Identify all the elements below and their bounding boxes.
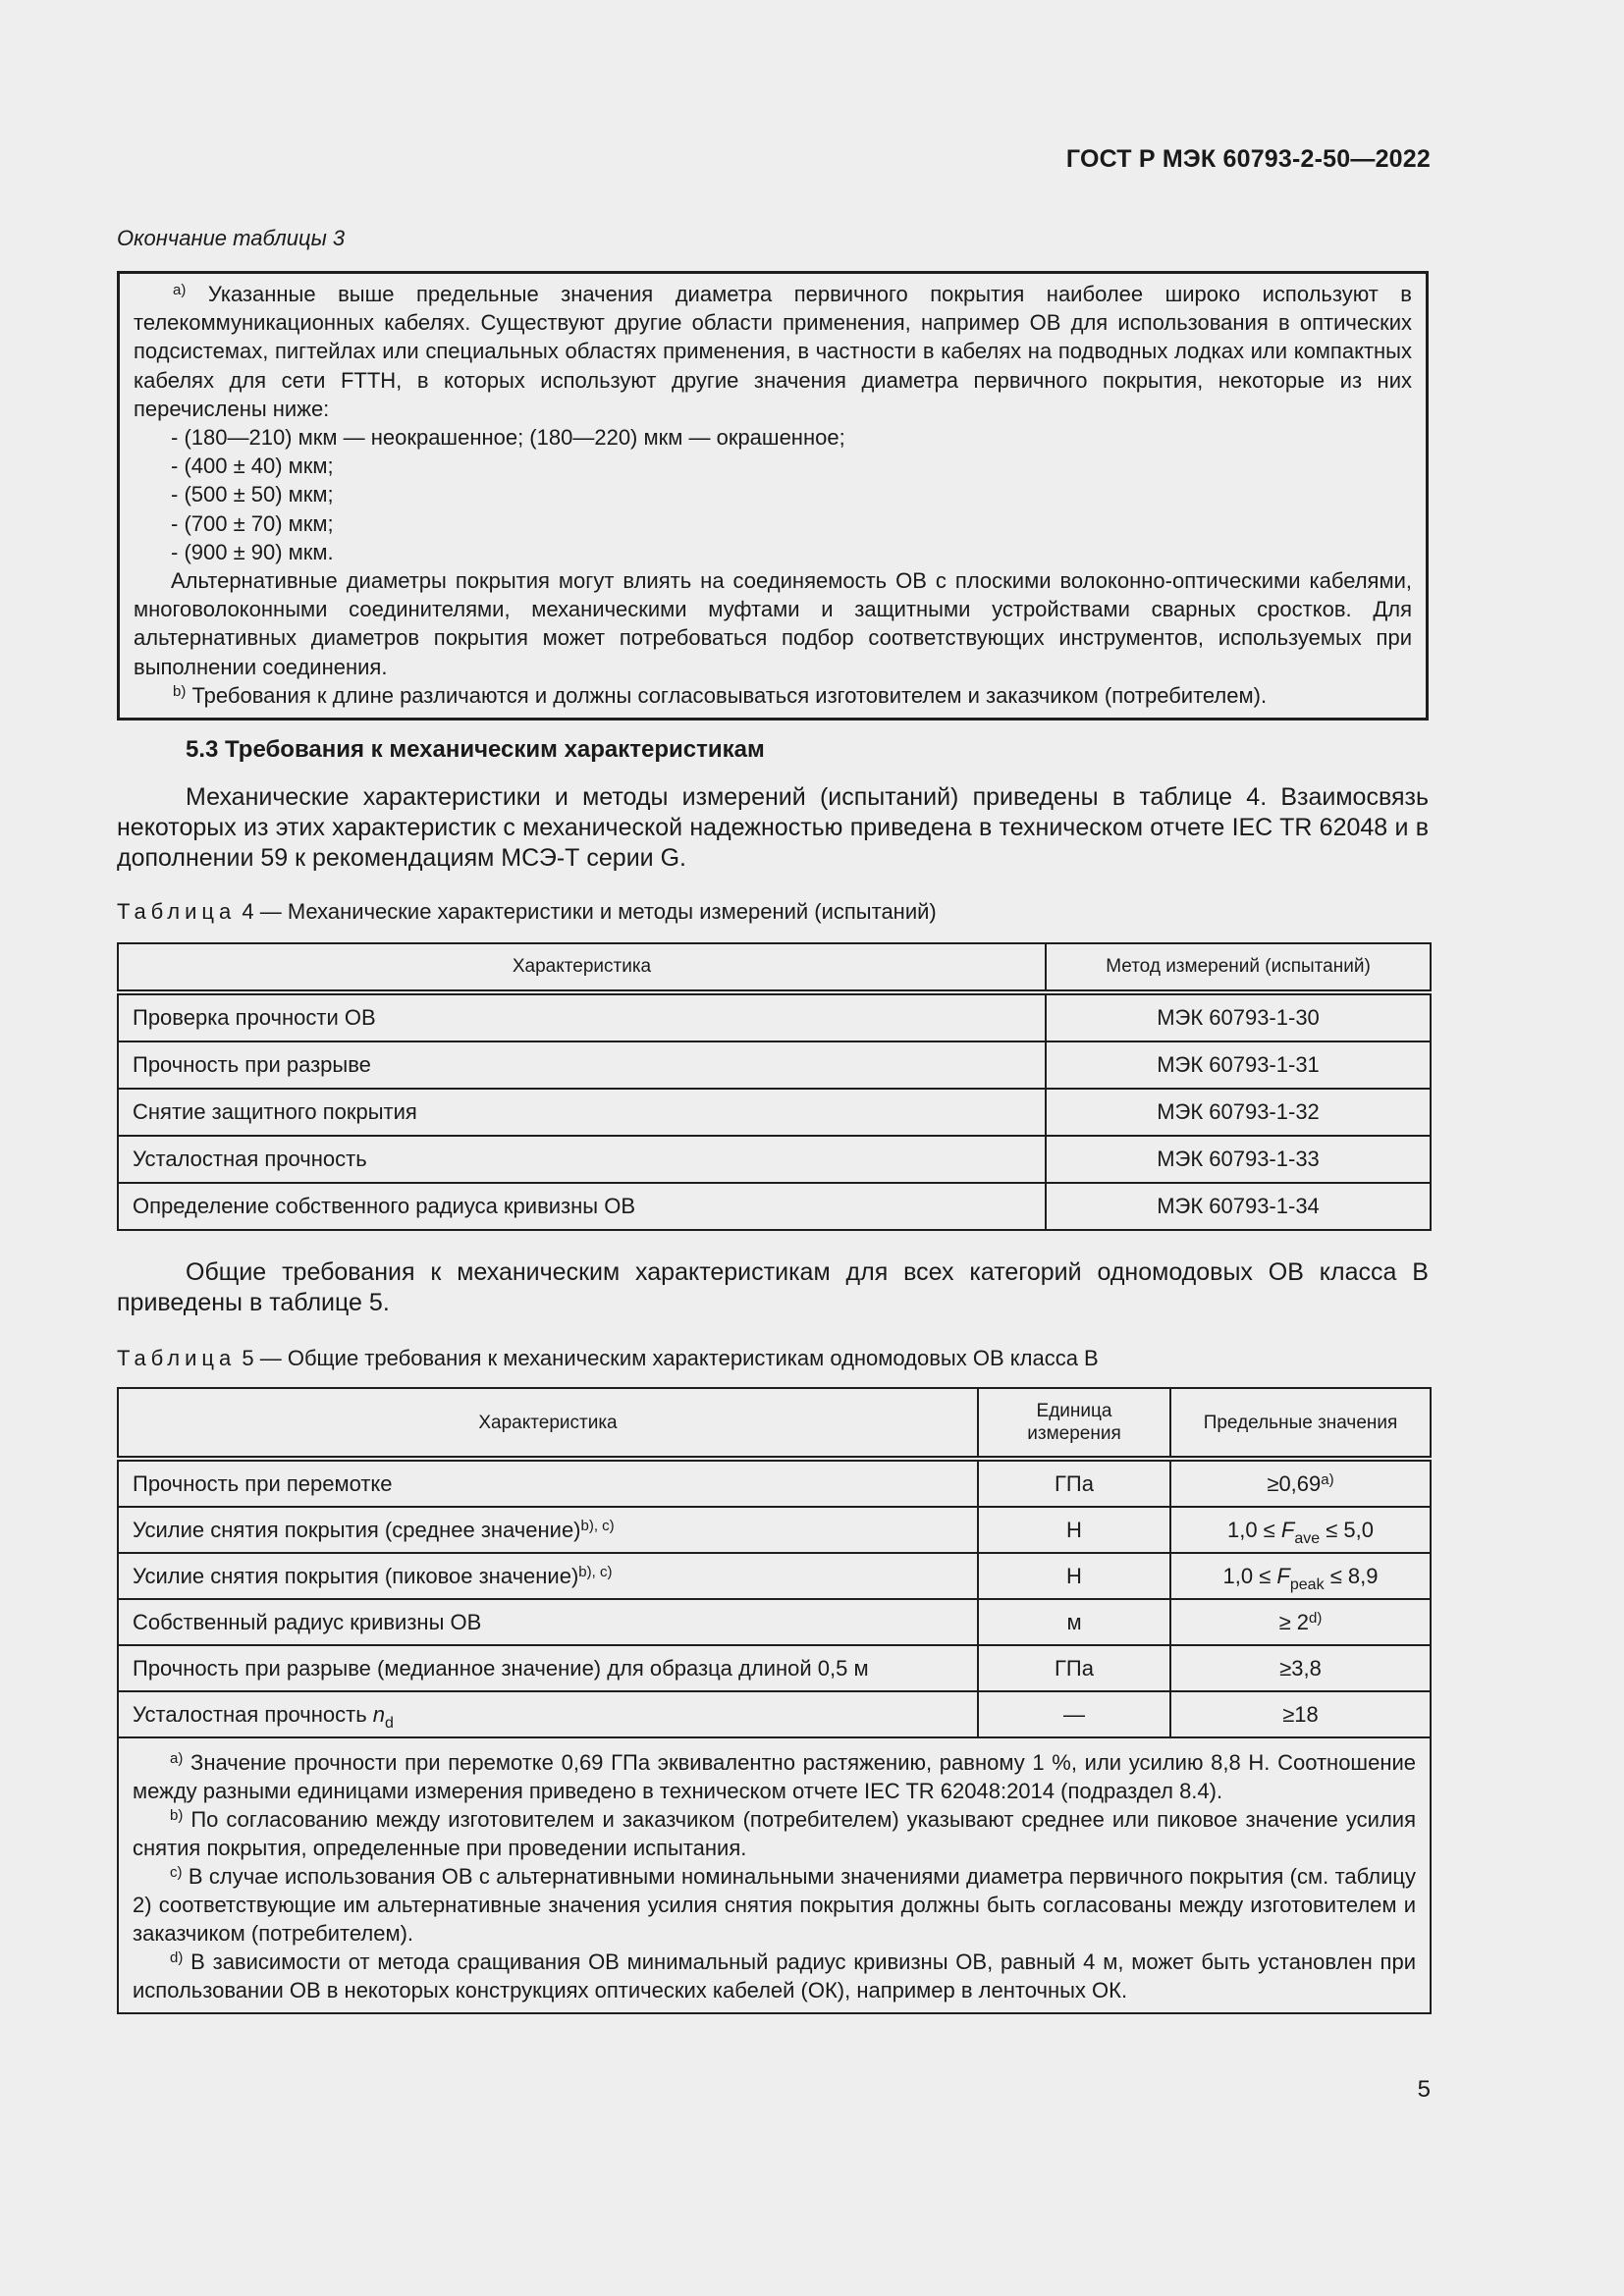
footnotes-row <box>118 1737 1431 2013</box>
footnote: $^{c)}$ В случае использования ОВ с альтернативными номинальными значениями диаметра первичного покрытия (см. таблицу 2) соответствующие им альтернативные значения усилия снятия покрытия должны быть согласованы между изготовителем и заказчиком (потребителем). <box>133 1864 1416 1946</box>
list-item: - (180—210) мкм — неокрашенное; (180—220) мкм — окрашенное; <box>171 425 845 451</box>
page-number: 5 <box>1417 2076 1431 2103</box>
column-header: Характеристика <box>118 1388 978 1459</box>
table5-footnotes <box>118 1737 1431 2013</box>
list-item: - (400 ± 40) мкм; <box>171 454 334 479</box>
table5-caption: Таблица 5 — Общие требования к механическим характеристикам одномодовых ОВ класса В <box>117 1346 1099 1370</box>
table4 <box>117 942 1432 1231</box>
list-item: - (700 ± 70) мкм; <box>171 510 334 536</box>
column-header: Характеристика <box>118 943 1046 992</box>
footnote: $^{d)}$ В зависимости от метода сращивания ОВ минимальный радиус кривизны ОВ, равный 4 м, может быть установлен при использовании ОВ в некоторых конструкциях оптических кабелей (ОК), например в ленточных ОК. <box>133 1949 1416 2002</box>
list-item: - (900 ± 90) мкм. <box>171 539 334 564</box>
note-b: $^{b)}$ Требования к длине различаются и должны согласовываться изготовителем и заказчиком (потребителем). <box>173 682 1268 708</box>
table-row: Усилие снятия покрытия (среднее значение)$^{b), c)}$ Н $1,0 \le F_{ave} \le 5,0$ <box>118 1507 1431 1553</box>
note-marker: a) <box>173 282 187 298</box>
column-header: Единица измерения <box>978 1388 1170 1459</box>
table-row: Собственный радиус кривизны ОВ м ≥ $2^{d)}$ <box>118 1599 1431 1645</box>
table-continuation-label: Окончание таблицы 3 <box>117 226 346 250</box>
section-heading: 5.3 Требования к механическим характеристикам <box>186 736 765 763</box>
table-row: Усилие снятия покрытия (пиковое значение)$^{b), c)}$ Н $1,0 \le F_{peak} \le 8,9$ <box>118 1553 1431 1599</box>
column-header: Предельные значения <box>1170 1388 1431 1459</box>
table-row: Усталостная прочность $n_d$ — ≥18 <box>118 1691 1431 1737</box>
table4-caption: Таблица 4 — Механические характеристики и методы измерений (испытаний) <box>117 899 937 924</box>
table-row: Прочность при перемотке ГПа $\ge 0,69^{a)}$ <box>118 1459 1431 1507</box>
table-row: Усталостная прочность МЭК 60793-1-33 <box>118 1136 1431 1183</box>
table-row: Прочность при разрыве (медианное значение) для образца длиной 0,5 м ГПа ≥3,8 <box>118 1645 1431 1691</box>
footnote: $^{b)}$ По согласованию между изготовителем и заказчиком (потребителем) указывают среднее или пиковое значение усилия снятия покрытия, определенные при проведении испытания. <box>133 1807 1416 1860</box>
table-row: Определение собственного радиуса кривизны ОВ МЭК 60793-1-34 <box>118 1183 1431 1230</box>
document-id-header: ГОСТ Р МЭК 60793-2-50—2022 <box>1065 145 1431 173</box>
note-marker: b) <box>173 682 187 700</box>
note-a-continuation: Альтернативные диаметры покрытия могут влиять на соединяемость ОВ с плоскими волоконно-оптическими кабелями, многоволоконными соединителями, механическими муфтами и защитными устройствами сварных сростков. Для альтернативных диаметров покрытия может потребоваться подбор соответствующих инструментов, используемых при выполнении соединения. <box>134 568 1412 679</box>
column-header: Метод измерений (испытаний) <box>1046 943 1431 992</box>
table-row: Прочность при разрыве МЭК 60793-1-31 <box>118 1041 1431 1089</box>
list-item: - (500 ± 50) мкм; <box>171 482 334 507</box>
table5 <box>117 1387 1432 2014</box>
note-a: $^{a)}$ Указанные выше предельные значения диаметра первичного покрытия наиболее широко используют в телекоммуникационных кабелях. Существуют другие области применения, например ОВ для использования в оптических подсистемах, пигтейлах или специальных областях применения, в частности в кабелях на подводных лодках или компактных кабелях для сети FTTH, в которых используют другие значения диаметра первичного покрытия, некоторые из них перечислены ниже: <box>134 282 1412 421</box>
table3-notes-box <box>117 271 1429 721</box>
table-row: Снятие защитного покрытия МЭК 60793-1-32 <box>118 1089 1431 1136</box>
paragraph: Механические характеристики и методы измерений (испытаний) приведены в таблице 4. Взаимосвязь некоторых из этих характеристик с механической надежностью приведена в техническом отчете IEC TR 62048 и в дополнении 59 к рекомендациям МСЭ-Т серии G. <box>117 783 1429 872</box>
paragraph: Общие требования к механическим характеристикам для всех категорий одномодовых ОВ класса В приведены в таблице 5. <box>117 1258 1429 1316</box>
table-row: Проверка прочности ОВ МЭК 60793-1-30 <box>118 992 1431 1041</box>
footnote: $^{a)}$ Значение прочности при перемотке 0,69 ГПа эквивалентно растяжению, равному 1 %, или усилию 8,8 Н. Соотношение между разными единицами измерения приведено в техническом отчете IEC TR 62048:2014 (подраздел 8.4). <box>133 1750 1416 1803</box>
